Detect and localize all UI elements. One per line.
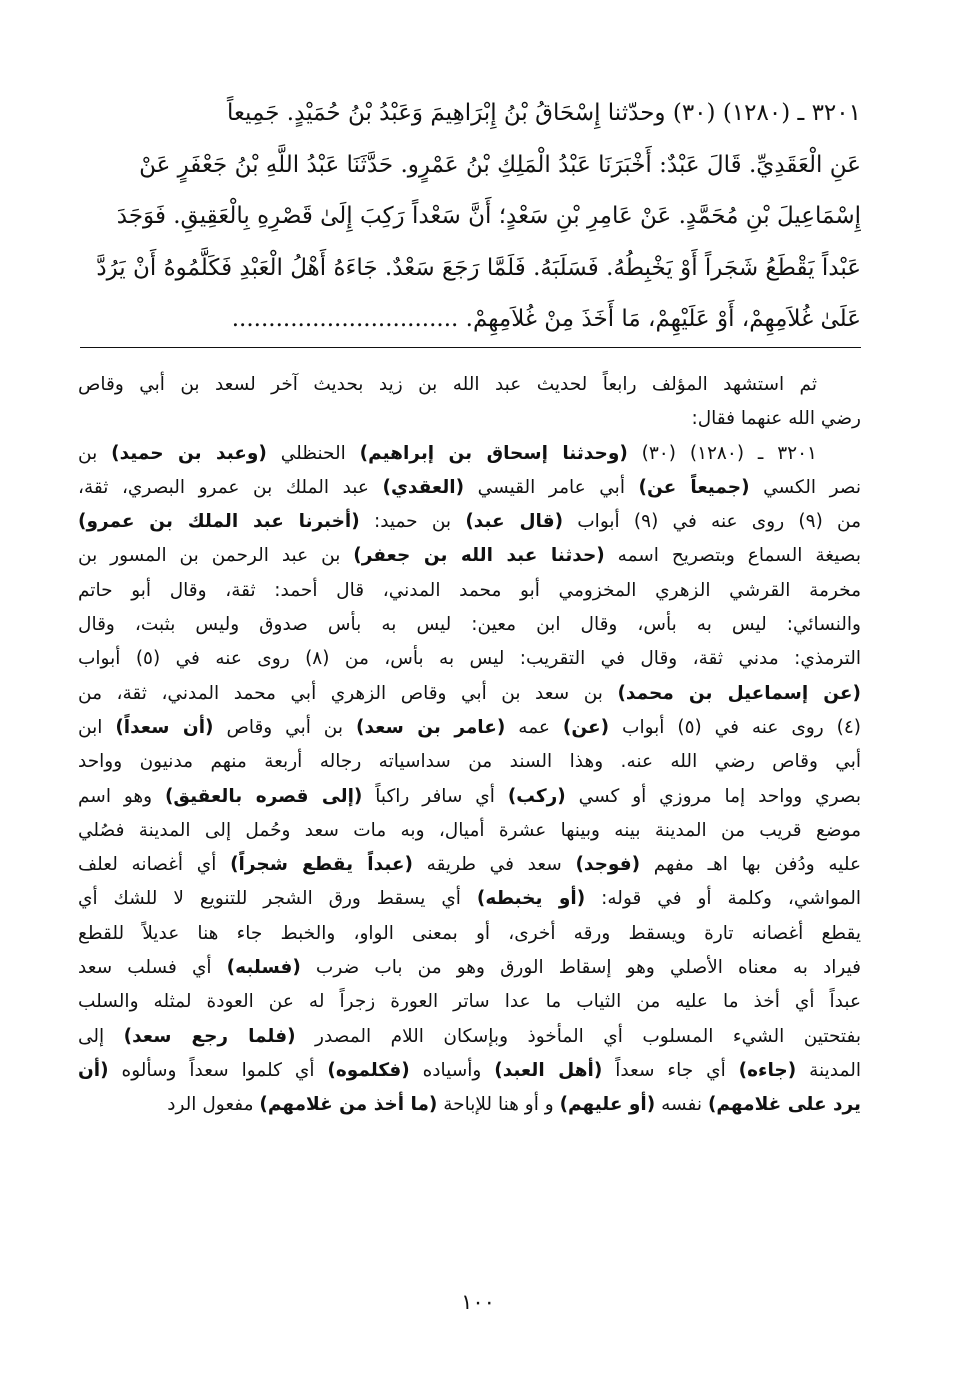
commentary-segment: نصر الكسي bbox=[749, 476, 861, 498]
quoted-phrase: (قال عبد) bbox=[465, 511, 564, 533]
continuation-dots: ............................... bbox=[231, 306, 459, 332]
section-divider bbox=[80, 347, 861, 348]
commentary-segment: إلى bbox=[78, 1025, 124, 1047]
commentary-segment: أي أغصانه لعلف bbox=[78, 854, 231, 876]
commentary-segment: و أو هنا للإباحة bbox=[437, 1094, 560, 1116]
commentary-segment: بن bbox=[78, 442, 112, 464]
quoted-phrase: (أهل العبد) bbox=[494, 1059, 603, 1081]
quoted-phrase: (ما أخذ من غلامهم) bbox=[259, 1094, 438, 1116]
commentary-segment: وهو اسم bbox=[78, 785, 165, 807]
commentary-segment: بن عبد الرحمن بن المسور بن bbox=[78, 545, 354, 567]
quoted-phrase: (فكلموه) bbox=[327, 1059, 410, 1081]
hadith-line: ٣٢٠١ ـ (١٢٨٠) (٣٠) وحدّثنا إِسْحَاقُ بْنُ إِبْرَاهِيمَ وَعَبْدُ بْنُ حُمَيْدٍ. جَمِيعاً bbox=[226, 100, 861, 126]
commentary-intro bbox=[78, 368, 861, 437]
quoted-phrase: (العقدي) bbox=[382, 476, 465, 498]
commentary-segment: يقطع أغصانه تارة ويسقط ورقه أخرى، أو بمعنى الواو، والخبط جاء هنا عديلاً للقطع bbox=[78, 922, 861, 944]
quoted-phrase: (وحدثنا إسحاق بن إبراهيم) bbox=[359, 442, 628, 464]
commentary-line bbox=[78, 951, 861, 985]
quoted-phrase: (حدثنا عبد الله بن جعفر) bbox=[353, 545, 605, 567]
commentary-line bbox=[78, 574, 861, 608]
commentary-body bbox=[78, 437, 861, 1123]
quoted-phrase: (أن bbox=[78, 1059, 109, 1081]
commentary-segment: أبي وقاص رضي الله عنه. وهذا السند من سداسياته رجاله أربعة منهم مدنيون وواحد bbox=[78, 751, 861, 773]
commentary-segment: الترمذي: مدني ثقة، وقال في التقريب: ليس به بأس، من (٨) روى عنه في (٥) أبواب bbox=[78, 648, 861, 670]
commentary-line bbox=[78, 505, 861, 539]
commentary-segment: بفتحتين الشيء المسلوب أي المأخوذ وبإسكان اللام المصدر bbox=[295, 1025, 861, 1047]
commentary-line bbox=[78, 1088, 861, 1122]
hadith-line-last bbox=[78, 294, 861, 346]
commentary-segment: عبداً أي أخذ ما عليه من الثياب ما عدا ساتر العورة زجراً له عن العودة لمثله والسلب bbox=[78, 991, 861, 1013]
quoted-phrase: (جاءه) bbox=[738, 1059, 797, 1081]
commentary-segment: المدينة bbox=[796, 1059, 861, 1081]
hadith-line-text: عَلَىٰ غُلاَمِهِمْ، أَوْ عَلَيْهِمْ، مَا أَخَذَ مِنْ غُلاَمِهِمْ. bbox=[465, 306, 861, 332]
commentary-segment: نفسه bbox=[655, 1094, 708, 1116]
commentary-line bbox=[78, 471, 861, 505]
quoted-phrase: (أخبرنا عبد الملك بن عمرو) bbox=[78, 511, 360, 533]
quoted-phrase: (عن إسماعيل بن محمد) bbox=[617, 682, 861, 704]
commentary-text bbox=[78, 368, 861, 1123]
quoted-phrase: (عامر بن سعد) bbox=[355, 716, 506, 738]
commentary-segment: أي جاء سعداً bbox=[602, 1059, 739, 1081]
commentary-line: رضي الله عنهما فقال: bbox=[691, 408, 861, 430]
commentary-segment: أي سافر راكباً bbox=[362, 785, 508, 807]
commentary-line bbox=[78, 745, 861, 779]
commentary-segment: فيراد به معناه الأصلي وهو إسقاط الورق وهو من باب ضرب bbox=[300, 957, 861, 979]
commentary-segment: من (٩) روى عنه في (٩) أبواب bbox=[563, 511, 861, 533]
quoted-phrase: (أو يخبطه) bbox=[476, 888, 586, 910]
commentary-segment: عمه bbox=[505, 716, 563, 738]
hadith-line: عَبْداً يَقْطَعُ شَجَراً أَوْ يَخْبِطُهُ. فَسَلَبَهُ. فَلَمَّا رَجَعَ سَعْدٌ. جَاءَهُ أَهْلُ الْعَبْدِ فَكَلَّمُوهُ أَنْ يَرُدَّ bbox=[96, 254, 861, 281]
commentary-line bbox=[78, 711, 861, 745]
commentary-segment: المواشي، وكلمة أو في قوله: bbox=[585, 888, 861, 910]
commentary-segment: الحنظلي bbox=[266, 442, 360, 464]
commentary-line bbox=[78, 848, 861, 882]
quoted-phrase: يرد على غلامهم) bbox=[707, 1094, 861, 1116]
commentary-segment: بن أبي وقاص bbox=[213, 716, 356, 738]
commentary-line bbox=[78, 780, 861, 814]
commentary-line bbox=[78, 608, 861, 642]
commentary-line bbox=[78, 917, 861, 951]
quoted-phrase: (وعبد بن حميد) bbox=[111, 442, 267, 464]
commentary-segment: مفعول الرد bbox=[167, 1094, 260, 1116]
quoted-phrase: (عن) bbox=[562, 716, 610, 738]
quoted-phrase: (أو عليهم) bbox=[559, 1094, 656, 1116]
commentary-segment: أي فسلب سعد bbox=[78, 957, 227, 979]
quoted-phrase: (إلى قصره بالعقيق) bbox=[164, 785, 363, 807]
commentary-segment: ٣٢٠١ ـ (١٢٨٠) (٣٠) bbox=[627, 442, 817, 464]
commentary-line bbox=[78, 437, 861, 471]
commentary-segment: أبي عامر القيسي bbox=[464, 476, 639, 498]
hadith-line: عَنِ الْعَقَدِيِّ. قَالَ عَبْدٌ: أَخْبَرَنَا عَبْدُ الْمَلِكِ بْنُ عَمْرٍو. حَدَّثَنَا عَبْدُ اللَّهِ بْنُ جَعْفَرٍ عَنْ bbox=[139, 151, 861, 178]
commentary-line bbox=[78, 882, 861, 916]
hadith-text bbox=[78, 88, 861, 346]
hadith-line: إِسْمَاعِيلَ بْنِ مُحَمَّدٍ. عَنْ عَامِرِ بْنِ سَعْدٍ؛ أَنَّ سَعْداً رَكِبَ إِلَىٰ قَصْرِهِ بِالْعَقِيقِ. فَوَجَدَ bbox=[116, 203, 861, 229]
commentary-segment: سعد في طريقه bbox=[412, 854, 576, 876]
quoted-phrase: (فوجد) bbox=[575, 854, 641, 876]
commentary-line bbox=[78, 985, 861, 1019]
commentary-line bbox=[78, 642, 861, 676]
quoted-phrase: (عبداً يقطع شجراً) bbox=[230, 854, 413, 876]
commentary-segment: بن حميد: bbox=[359, 511, 466, 533]
commentary-segment: عبد الملك بن عمرو البصري، ثقة، bbox=[78, 476, 383, 498]
commentary-segment: بصري وواحد إما مروزي أو كسي bbox=[565, 785, 861, 807]
commentary-segment: عليه ودُفن بها اهـ مفهم bbox=[640, 854, 861, 876]
commentary-segment: وأسياده bbox=[409, 1059, 495, 1081]
commentary-segment: (٤) روى عنه في (٥) أبواب bbox=[609, 716, 861, 738]
quoted-phrase: (أن سعداً) bbox=[115, 716, 214, 738]
commentary-segment: ابن bbox=[78, 716, 116, 738]
quoted-phrase: (فسلبه) bbox=[226, 957, 301, 979]
commentary-segment: موضع قريب من المدينة بينه وبينها عشرة أميال، وبه مات سعد وحُمل إلى المدينة فصُلي bbox=[78, 819, 861, 841]
commentary-segment: والنسائي: ليس به بأس، وقال ابن معين: ليس به بأس صدوق وليس بثبت، وقال bbox=[78, 614, 861, 636]
commentary-line bbox=[78, 1054, 861, 1088]
quoted-phrase: (فلما رجع سعد) bbox=[123, 1025, 296, 1047]
quoted-phrase: (ركب) bbox=[507, 785, 566, 807]
page-number: ١٠٠ bbox=[461, 1290, 495, 1314]
commentary-segment: أي كلموا سعداً وسألوه bbox=[108, 1059, 328, 1081]
quoted-phrase: (جميعاً عن) bbox=[638, 476, 750, 498]
commentary-line: ثم استشهد المؤلف رابعاً لحديث عبد الله بن زيد بحديث آخر لسعد بن أبي وقاص bbox=[78, 374, 817, 395]
commentary-line bbox=[78, 677, 861, 711]
commentary-segment: بصيغة السماع وبتصريح اسمه bbox=[604, 545, 861, 567]
commentary-segment: أي يسقط ورق الشجر للتنويع لا للشك أي bbox=[78, 888, 477, 910]
commentary-segment: بن سعد بن أبي وقاص الزهري أبي محمد المدني، ثقة، من bbox=[78, 682, 618, 704]
commentary-segment: مخرمة القرشي الزهري المخزومي أبو محمد المدني، قال أحمد: ثقة، وقال أبو حاتم bbox=[78, 579, 861, 601]
commentary-line bbox=[78, 1020, 861, 1054]
commentary-line bbox=[78, 539, 861, 573]
commentary-line bbox=[78, 814, 861, 848]
